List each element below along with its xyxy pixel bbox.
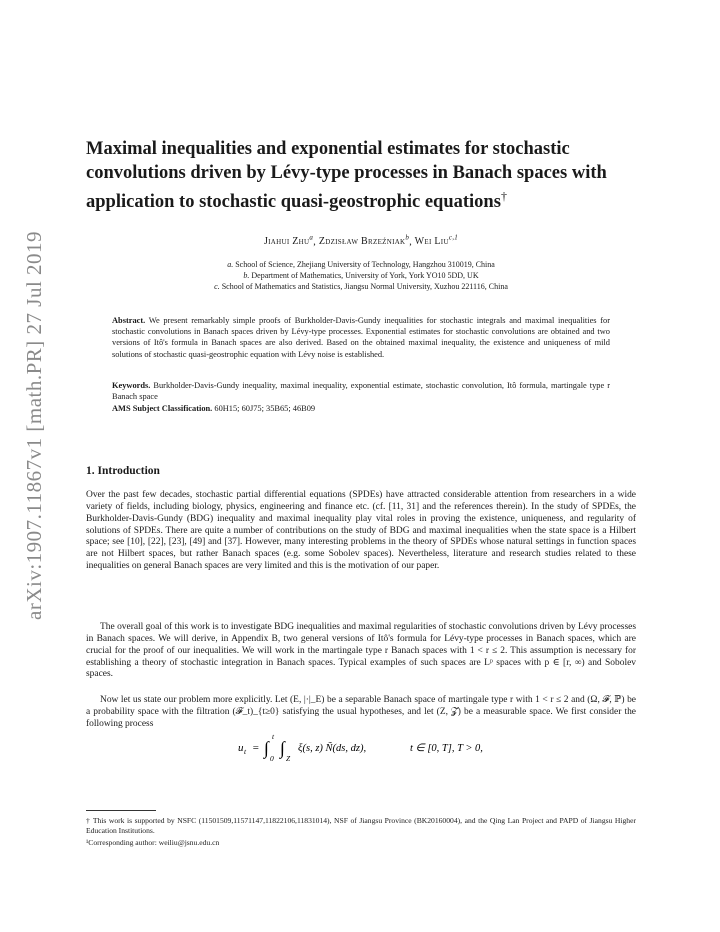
arxiv-stamp: arXiv:1907.11867v1 [math.PR] 27 Jul 2019 [22,230,46,620]
intro-paragraph: Over the past few decades, stochastic partial differential equations (SPDEs) have attracted considerable attention from researchers in a wide variety of fields, including biology, physics, engineering and finance etc. (cf. [11, 31] and the references therein). In the study of SPDEs, the Burkholder-Davis-Gundy (BDG) inequality and maximal inequality play vital roles in proving the existence, uniqueness, and regularity of solutions of SPDEs. There are quite a number of contributions on the study of BDG and maximal inequalities when the state space is a Hilbert space; see [10], [22], [23], [49] and [37]. However, many interesting problems in the theory of SPDEs whose natural settings in function spaces are not Hilbert spaces, but rather Banach spaces (e.g. some Sobolev spaces). Nevertheless, literature and research studies related to these inequalities on general Banach spaces are very limited and this is the motivation of our paper. [86,490,636,572]
affiliation: b. Department of Mathematics, University of York, York YO10 5DD, UK [243,271,479,280]
footnote: ¹Corresponding author: weiliu@jsnu.edu.cn [86,838,220,847]
section-heading: 1. Introduction [86,465,160,477]
paper-title: Maximal inequalities and exponential estimates for stochastic convolutions driven by Lévy-type processes in Banach spaces with application to stochastic quasi-geostrophic equations† [86,139,607,213]
svg-text:=: = [252,742,260,754]
footnote: † This work is supported by NSFC (11501509,11571147,11822106,11831014), NSF of Jiangsu Province (BK20160004), and the Qing Lan Project and PAPD of Jiangsu Higher Education Institutions. [86,816,636,835]
eq-rhs: ξ(s, z) Ñ(ds, dz), [298,743,367,754]
display-equation [238,733,538,763]
author: Wei Liu$^{c,1}$ [414,234,459,248]
author: Jiahui Zhu$^a$ [263,234,314,248]
eq-lhs-sub: t [244,747,247,756]
affiliation: a. School of Science, Zhejiang University of Technology, Hangzhou 310019, China [227,260,495,269]
eq-lower-z: Z [286,754,291,763]
eq-lhs: u [238,742,244,754]
abstract: Abstract. We present remarkably simple proofs of Burkholder-Davis-Gundy inequalities for stochastic integrals and maximal inequalities for stochastic convolutions in Banach spaces driven by Lévy-type processes. Exponential estimates for stochastic convolutions are obtained and two versions of Itô's formula in Banach spaces are also derived. Based on the obtained maximal inequality, the existence and uniqueness of mild solutions of stochastic quasi-geostrophic equation with Lévy noise is established. [112,316,610,359]
svg-text:∫: ∫ [264,738,269,758]
intro-paragraph: The overall goal of this work is to investigate BDG inequalities and maximal regularities of stochastic convolutions driven by Lévy processes in Banach spaces. We will derive, in Appendix B, two general versions of Itô's formula for Lévy-type processes in Banach spaces, which are crucial for the proof of our inequalities. We will work in the martingale type r Banach spaces with 1 < r ≤ 2. This assumption is necessary for establishing a theory of stochastic integration in Banach spaces. Typical examples of such spaces are Lᵖ spaces with p ∈ [r, ∞) and Sobolev spaces. [86,622,636,680]
ams-classification: AMS Subject Classification. 60H15; 60J75; 35B65; 46B09 [112,404,316,413]
eq-upper: t [272,732,275,741]
author-list: Jiahui Zhu$^a$, Zdzisław Brzeźniak$^b$, Wei Liu$^{c,1}$ [263,234,459,248]
footnote-rule [86,810,156,811]
author: Zdzisław Brzeźniak$^b$ [318,234,410,248]
eq-cond: t ∈ [0, T], T > 0, [410,743,483,754]
svg-text:∫: ∫ [280,738,285,758]
title-footnote-mark: † [500,189,507,203]
keywords: Keywords. Burkholder-Davis-Gundy inequality, maximal inequality, exponential estimate, stochastic convolution, Itô formula, martingale type r Banach space [112,381,610,402]
affiliation: c. School of Mathematics and Statistics, Jiangsu Normal University, Xuzhou 221116, China [214,282,508,291]
eq-lower: 0 [270,754,274,763]
intro-paragraph: Now let us state our problem more explicitly. Let (E, |·|_E) be a separable Banach space of martingale type r with 1 < r ≤ 2 and (Ω, 𝓕, ℙ) be a probability space with the filtration (𝓕_t)_{t≥0} satisfying the usual hypotheses, and let (Z, 𝓩) be a measurable space. We first consider the following process [86,695,636,729]
